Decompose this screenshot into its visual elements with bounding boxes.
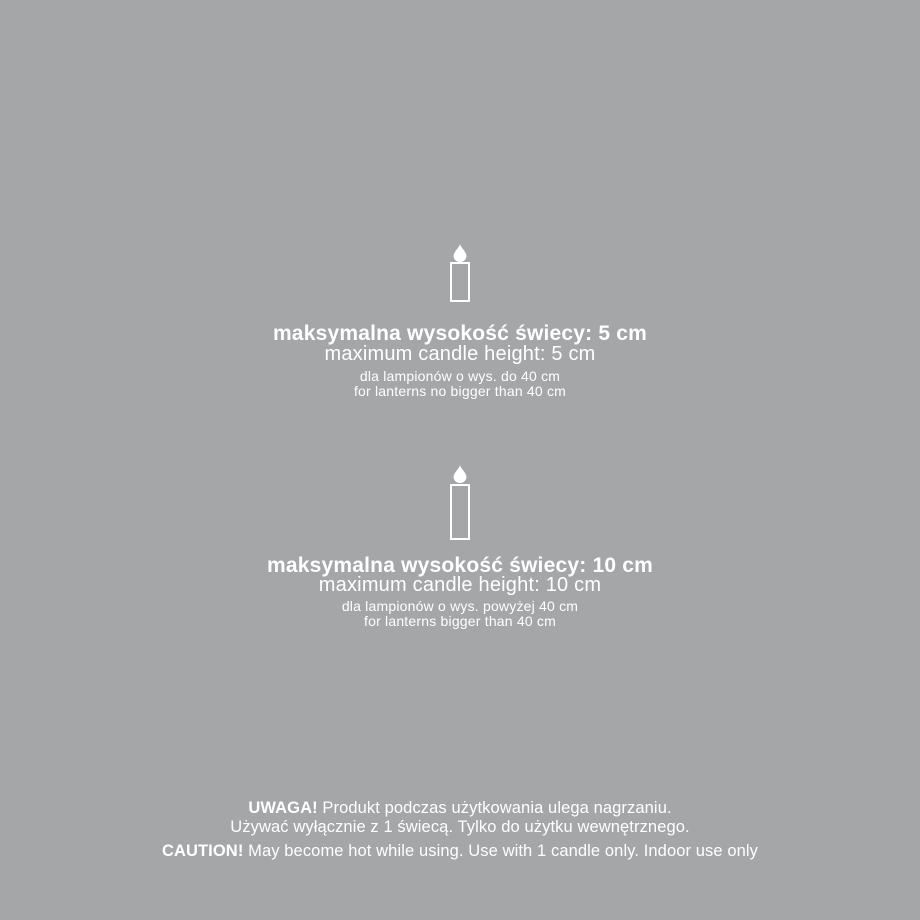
warning-pl-text: Produkt podczas użytkowania ulega nagrzaniu. <box>322 799 672 817</box>
section-1-title-pl: maksymalna wysokość świecy: 5 cm <box>272 322 648 345</box>
flame-icon <box>452 244 468 262</box>
warning-pl-line-1 <box>0 799 920 817</box>
warning-en-label: CAUTION! <box>161 842 244 860</box>
section-1-title-en: maximum candle height: 5 cm <box>324 343 596 365</box>
warning-pl-line-2: Używać wyłącznie z 1 świecą. Tylko do użytku wewnętrznego. <box>230 818 690 836</box>
section-2-title-pl: maksymalna wysokość świecy: 10 cm <box>267 554 653 577</box>
section-2-title-en: maximum candle height: 10 cm <box>318 574 602 596</box>
section-1-note-pl: dla lampionów o wys. do 40 cm <box>359 368 561 384</box>
candle-body-tall <box>450 484 470 540</box>
candle-body-short <box>450 262 470 302</box>
warning-en-line <box>0 842 920 860</box>
section-2-note-pl: dla lampionów o wys. powyżej 40 cm <box>341 598 579 614</box>
warning-en-text: May become hot while using. Use with 1 candle only. Indoor use only <box>248 842 759 860</box>
section-1-note-en: for lanterns no bigger than 40 cm <box>353 383 567 399</box>
warning-pl-label: UWAGA! <box>248 799 318 817</box>
flame-icon <box>452 465 468 483</box>
section-2-note-en: for lanterns bigger than 40 cm <box>364 613 556 629</box>
